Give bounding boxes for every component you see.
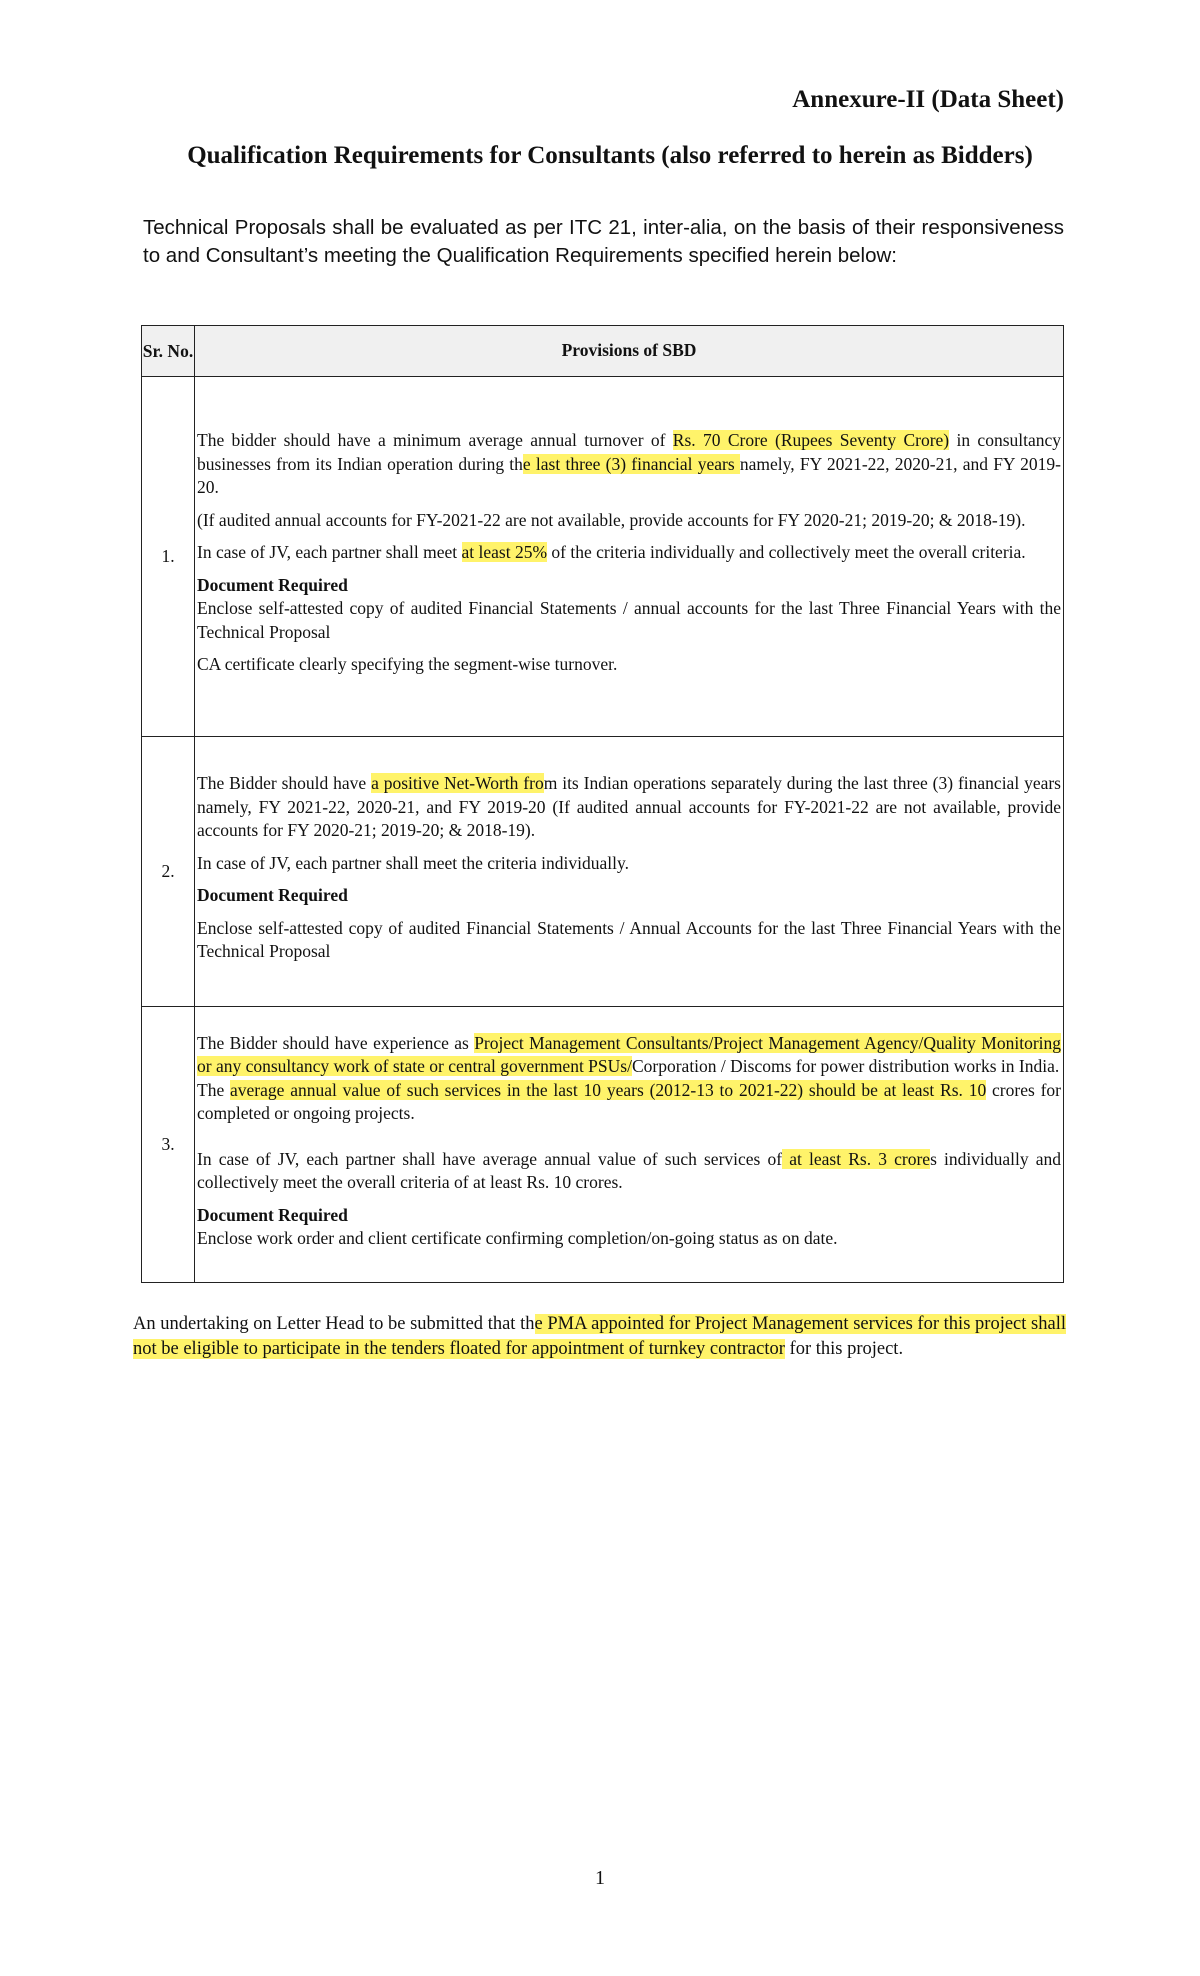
highlighted-text: a positive Net-Worth fro — [371, 773, 544, 794]
text-segment: The Bidder should have experience as — [197, 1032, 475, 1053]
document-required-heading: Document Required — [197, 885, 348, 906]
text-segment: The Bidder should have — [197, 773, 372, 794]
annexure-title: Annexure-II (Data Sheet) — [792, 86, 1064, 113]
provision-paragraph: (If audited annual accounts for FY-2021-22 are not available, provide accounts for FY 2020-21; 2019-20; & 2018-19). — [197, 509, 1026, 530]
highlighted-text: e PMA appointed for Project Management services for this project shall not be eligible to participate in the tenders floated for appointment of turnkey contractor — [133, 1314, 1066, 1359]
table-row — [142, 737, 1064, 1007]
row-provision — [195, 1007, 1064, 1283]
table-row — [142, 1007, 1064, 1283]
text-segment: crores for completed or ongoing projects. — [197, 1079, 1061, 1123]
text-segment: namely, FY 2021-22, 2020-21, and FY 2019-20. — [197, 453, 1061, 498]
table-header-row — [142, 326, 1064, 377]
header-sr-no: Sr. No. — [142, 326, 195, 377]
row-sr-number: 3. — [142, 1007, 195, 1283]
row-provision — [195, 377, 1064, 737]
document-title: Qualification Requirements for Consultants (also referred to herein as Bidders) — [187, 142, 1033, 169]
document-required-heading: Document Required — [197, 574, 348, 595]
undertaking-paragraph — [133, 1312, 1066, 1361]
text-segment: for this project. — [784, 1338, 904, 1359]
document-required-text: Enclose self-attested copy of audited Financial Statements / Annual Accounts for the last Three Financial Years with the Technical Proposal — [197, 917, 1061, 962]
text-segment: in consultancy businesses from its Indian operation during th — [197, 430, 1062, 474]
provision-paragraph — [197, 429, 1061, 500]
text-segment: The — [197, 1079, 231, 1100]
text-segment: In case of JV, each partner shall have average annual value of such services of — [197, 1148, 783, 1169]
header-provisions: Provisions of SBD — [195, 326, 1064, 377]
provision-paragraph: CA certificate clearly specifying the segment-wise turnover. — [197, 654, 618, 675]
highlighted-text: at least Rs. 3 crore — [782, 1148, 931, 1169]
text-segment: An undertaking on Letter Head to be submitted that th — [133, 1314, 535, 1334]
provision-paragraph — [197, 541, 1061, 565]
row-sr-number: 2. — [142, 737, 195, 1007]
highlighted-text: at least 25% — [461, 542, 548, 563]
provision-paragraph — [197, 1079, 1061, 1126]
page-number: 1 — [595, 1867, 605, 1889]
highlighted-text: average annual value of such services in the last 10 years (2012-13 to 2021-22) should be at least Rs. 10 — [230, 1079, 987, 1100]
highlighted-text: Rs. 70 Crore (Rupees Seventy Crore) — [672, 430, 950, 451]
provision-paragraph — [197, 1148, 1061, 1195]
text-segment: Corporation / Discoms for power distribution works in India. — [631, 1056, 1060, 1076]
text-segment: of the criteria individually and collectively meet the overall criteria. — [547, 542, 1026, 563]
qualification-requirements-table — [141, 325, 1064, 1283]
text-segment: s individually and collectively meet the overall criteria of at least Rs. 10 crores. — [197, 1148, 1062, 1192]
row-sr-number: 1. — [142, 377, 195, 737]
row-provision — [195, 737, 1064, 1007]
document-required-heading: Document Required — [197, 1204, 348, 1225]
text-segment: The bidder should have a minimum average annual turnover of — [197, 430, 673, 451]
highlighted-text: Project Management Consultants/Project Management Agency/Quality Monitoring or any consultancy work of state or central government PSUs/ — [197, 1032, 1062, 1076]
text-segment: m its Indian operations separately during the last three (3) financial years namely, FY 2021-22, 2020-21, and FY 2019-20 (If audited annual accounts for FY-2021-22 are not available, provide accounts for FY 2020-21; 2019-20; & 2018-19). — [197, 773, 1061, 841]
document-required-text: Enclose self-attested copy of audited Financial Statements / annual accounts for the last Three Financial Years with the Technical Proposal — [197, 598, 1061, 642]
document-required-text: Enclose work order and client certificate confirming completion/on-going status as on date. — [197, 1228, 838, 1248]
highlighted-text: e last three (3) financial years — [522, 453, 740, 474]
intro-paragraph: Technical Proposals shall be evaluated as per ITC 21, inter-alia, on the basis of their responsiveness to and Consultant’s meeting the Qualification Requirements specified herein below: — [143, 216, 1064, 267]
text-segment: In case of JV, each partner shall meet — [197, 542, 462, 563]
provision-paragraph — [197, 772, 1061, 843]
provision-paragraph — [197, 1032, 1061, 1079]
table-row — [142, 377, 1064, 737]
provision-paragraph: In case of JV, each partner shall meet the criteria individually. — [197, 852, 629, 873]
